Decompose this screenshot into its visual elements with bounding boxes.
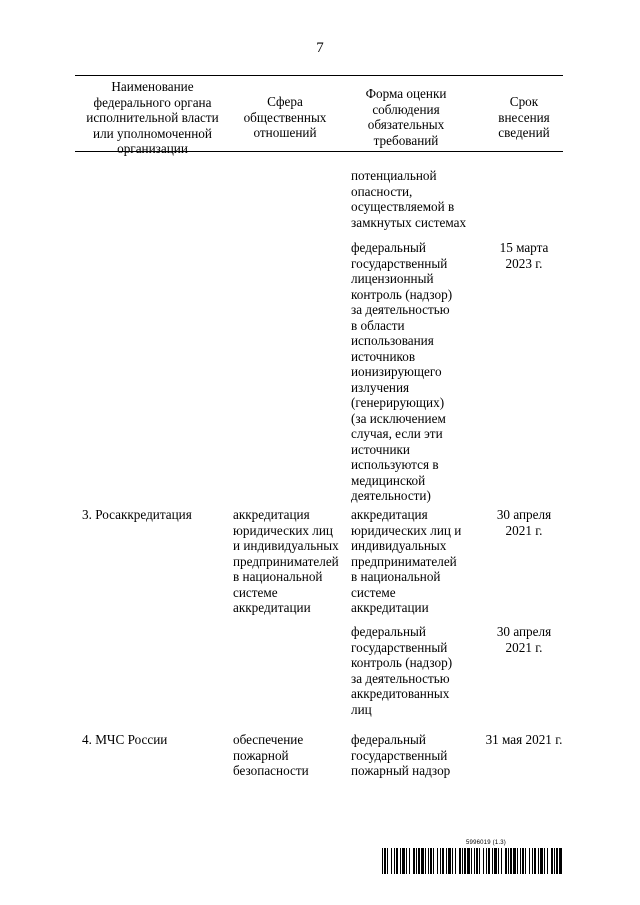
header-line: федерального органа [93,94,212,110]
header-line: Сфера [267,94,303,109]
text-line: федеральный [351,240,426,255]
header-col-sphere [225,94,345,141]
form-rosakkreditatsiya-control [351,624,452,717]
text-line: 31 мая 2021 г. [485,732,563,747]
text-line: осуществляемой в [351,199,455,214]
text-line: потенциальной [351,168,437,183]
header-line: соблюдения [372,101,440,117]
text-line: предпринимателей [233,553,339,569]
text-line: в национальной [233,569,323,584]
text-line: 2023 г. [505,255,543,271]
text-line: контроль (надзор) [351,655,453,670]
text-line: безопасности [233,763,309,778]
text-line: пожарный надзор [351,763,451,778]
text-line: замкнутых системах [351,214,467,230]
header-line: отношений [253,125,317,140]
text-line: лицензионный [351,271,434,286]
text-line: используются в [351,457,439,472]
header-line: обязательных [367,117,445,132]
header-col-deadline [478,94,570,141]
text-line: опасности, [351,183,413,199]
text-line: лиц [351,701,372,717]
text-line: 2021 г. [505,522,543,538]
text-line: пожарной [233,747,289,763]
text-line: индивидуальных [351,538,447,553]
text-line: и индивидуальных [233,538,339,553]
header-line: внесения [498,109,550,125]
header-line: или уполномоченной [93,125,212,141]
date-rosakkreditatsiya-control [478,624,570,655]
sphere-mchs [233,732,309,779]
header-line: исполнительной власти [86,110,219,125]
org-rosakkreditatsiya [82,507,192,523]
text-line: обеспечение [233,732,304,747]
form-mchs [351,732,450,779]
text-line: медицинской [351,472,426,488]
text-line: федеральный [351,624,426,639]
text-line: (генерирующих) [351,395,445,410]
text-line: системе [233,584,278,600]
form-rosakkreditatsiya-accreditation [351,507,461,616]
text-line: ионизирующего [351,364,442,379]
text-line: государственный [351,255,448,271]
text-line: аккредитации [233,600,311,615]
org-mchs [82,732,167,748]
text-line: аккредитованных [351,686,450,701]
header-line: сведений [498,125,550,140]
text-line: аккредитации [351,600,429,615]
text-line: контроль (надзор) [351,286,453,302]
text-line: источники [351,441,410,457]
header-line: требований [373,132,439,148]
barcode-image [382,848,562,874]
date-mchs [472,732,576,748]
header-line: Наименование [111,79,194,94]
date-licensing-control [478,240,570,271]
text-line: случая, если эти [351,426,443,441]
text-line: за деятельностью [351,302,450,317]
text-line: деятельности) [351,488,431,503]
text-line: излучения [351,379,410,395]
table-header-rule [75,151,563,152]
header-line: общественных [243,109,327,125]
text-line: за деятельностью [351,670,450,686]
text-line: юридических лиц [233,522,333,538]
text-line: 30 апреля [496,624,552,639]
barcode-label: 5996019 (1.3) [466,840,506,846]
header-col-authority [75,79,230,157]
header-col-form [343,86,469,148]
text-line: (за исключением [351,410,446,426]
page-number: 7 [316,40,324,56]
form-licensing-control [351,240,452,504]
date-rosakkreditatsiya-accreditation [478,507,570,538]
text-line: 15 марта [499,240,549,255]
text-line: государственный [351,747,448,763]
form-continuation [351,168,466,230]
text-line: федеральный [351,732,426,747]
text-line: предпринимателей [351,553,457,569]
text-line: 2021 г. [505,639,543,655]
text-line: в национальной [351,569,441,584]
text-line: 30 апреля [496,507,552,522]
text-line: 3. Росаккредитация [82,507,192,522]
header-line: Форма оценки [365,86,447,101]
text-line: аккредитация [351,507,428,522]
sphere-rosakkreditatsiya [233,507,339,616]
text-line: государственный [351,639,448,655]
text-line: системе [351,584,396,600]
table-top-rule [75,75,563,76]
text-line: аккредитация [233,507,310,522]
text-line: использования [351,333,434,348]
header-line: Срок [509,94,539,109]
header-line: организации [117,141,188,156]
text-line: в области [351,317,405,333]
text-line: 4. МЧС России [82,732,168,747]
text-line: источников [351,348,416,364]
text-line: юридических лиц и [351,522,462,538]
